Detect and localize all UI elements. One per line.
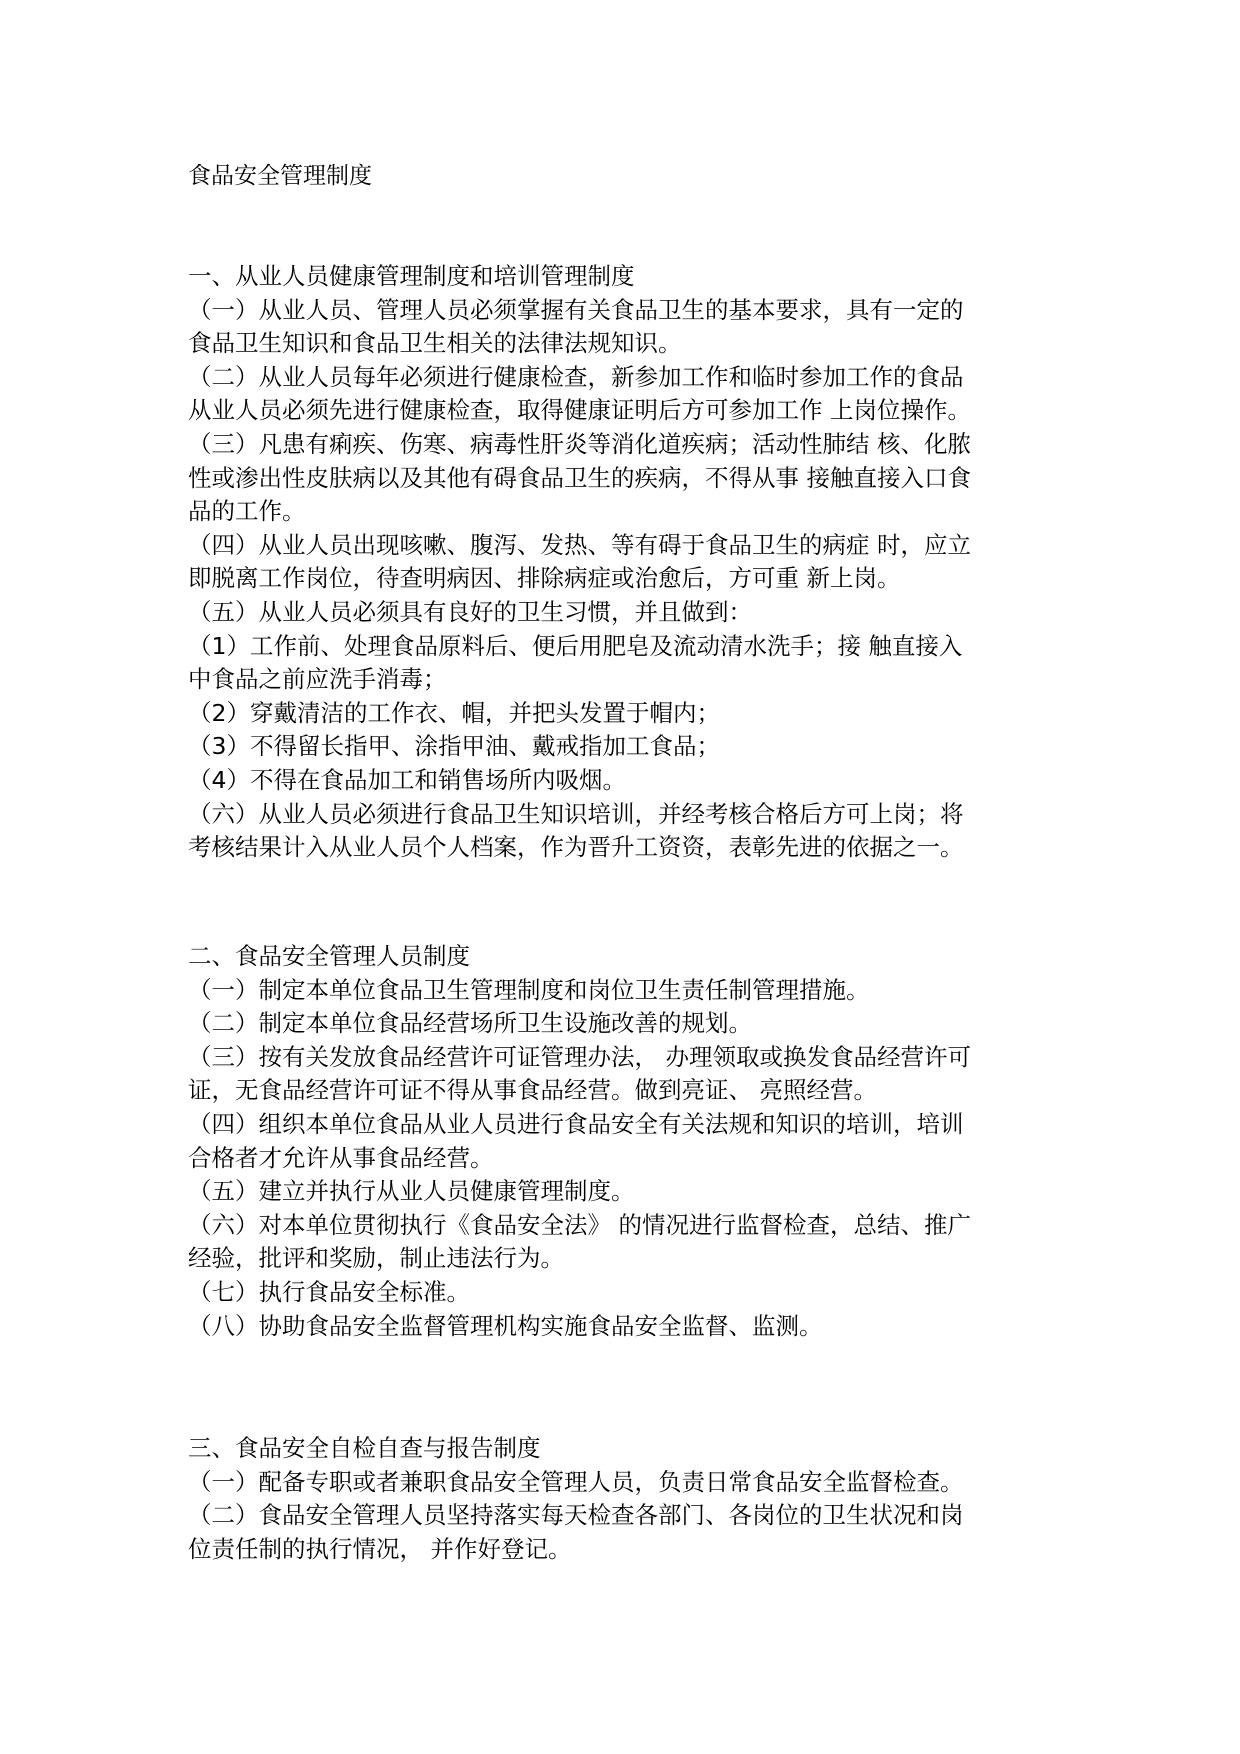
- paragraph-line: （1）工作前、处理食品原料后、便后用肥皂及流动清水洗手；接 触直接入: [188, 631, 963, 660]
- document-title: 食品安全管理制度: [188, 163, 372, 189]
- paragraph-line: 合格者才允许从事食品经营。: [188, 1143, 494, 1172]
- paragraph-line: （一）从业人员、管理人员必须掌握有关食品卫生的基本要求，具有一定的: [188, 295, 964, 324]
- paragraph-line: （二）制定本单位食品经营场所卫生设施改善的规划。: [188, 1009, 752, 1038]
- paragraph-line: 中食品之前应洗手消毒；: [188, 665, 447, 694]
- paragraph-line: （七）执行食品安全标准。: [188, 1277, 470, 1306]
- paragraph-line: （三）按有关发放食品经营许可证管理办法， 办理领取或换发食品经营许可: [188, 1042, 971, 1071]
- paragraph-line: （4）不得在食品加工和销售场所内吸烟。: [188, 765, 626, 794]
- paragraph-line: （3）不得留长指甲、涂指甲油、戴戒指加工食品；: [188, 732, 720, 761]
- paragraph-line: （六）从业人员必须进行食品卫生知识培训，并经考核合格后方可上岗；将: [188, 799, 964, 828]
- paragraph-line: （五）从业人员必须具有良好的卫生习惯，并且做到：: [188, 597, 752, 626]
- paragraph-line: （三）凡患有痢疾、伤寒、病毒性肝炎等消化道疾病；活动性肺结 核、化脓: [188, 429, 971, 458]
- paragraph-line: 性或渗出性皮肤病以及其他有碍食品卫生的疾病，不得从事 接触直接入口食: [188, 463, 971, 492]
- paragraph-line: （二）食品安全管理人员坚持落实每天检查各部门、各岗位的卫生状况和岗: [188, 1501, 964, 1530]
- paragraph-line: 证，无食品经营许可证不得从事食品经营。做到亮证、 亮照经营。: [188, 1076, 877, 1105]
- paragraph-line: 食品卫生知识和食品卫生相关的法律法规知识。: [188, 329, 682, 358]
- paragraph-line: 即脱离工作岗位，待查明病因、排除病症或治愈后，方可重 新上岗。: [188, 564, 901, 593]
- paragraph-line: （一）配备专职或者兼职食品安全管理人员，负责日常食品安全监督检查。: [188, 1467, 964, 1496]
- section-heading: 二、食品安全管理人员制度: [188, 942, 470, 970]
- paragraph-line: 经验，批评和奖励，制止违法行为。: [188, 1244, 564, 1273]
- paragraph-line: （四）从业人员出现咳嗽、腹泻、发热、等有碍于食品卫生的病症 时，应立: [188, 530, 971, 559]
- section-heading: 一、从业人员健康管理制度和培训管理制度: [188, 262, 635, 290]
- paragraph-line: 考核结果计入从业人员个人档案，作为晋升工资资，表彰先进的依据之一。: [188, 833, 964, 862]
- section-safety-manager: [188, 940, 1068, 1343]
- paragraph-line: （2）穿戴清洁的工作衣、帽，并把头发置于帽内；: [188, 698, 720, 727]
- paragraph-line: （八）协助食品安全监督管理机构实施食品安全监督、监测。: [188, 1311, 823, 1340]
- paragraph-line: 位责任制的执行情况， 并作好登记。: [188, 1534, 572, 1563]
- section-health-training: [188, 260, 1068, 865]
- paragraph-line: （六）对本单位贯彻执行《食品安全法》 的情况进行监督检查，总结、推广: [188, 1210, 971, 1239]
- paragraph-line: （二）从业人员每年必须进行健康检查，新参加工作和临时参加工作的食品: [188, 362, 964, 391]
- paragraph-line: 从业人员必须先进行健康检查，取得健康证明后方可参加工作 上岗位操作。: [188, 396, 971, 425]
- paragraph-line: 品的工作。: [188, 497, 306, 526]
- paragraph-line: （一）制定本单位食品卫生管理制度和岗位卫生责任制管理措施。: [188, 975, 870, 1004]
- paragraph-line: （四）组织本单位食品从业人员进行食品安全有关法规和知识的培训，培训: [188, 1109, 964, 1138]
- section-heading: 三、食品安全自检自查与报告制度: [188, 1434, 541, 1462]
- paragraph-line: （五）建立并执行从业人员健康管理制度。: [188, 1177, 635, 1206]
- section-self-inspection: [188, 1432, 1068, 1566]
